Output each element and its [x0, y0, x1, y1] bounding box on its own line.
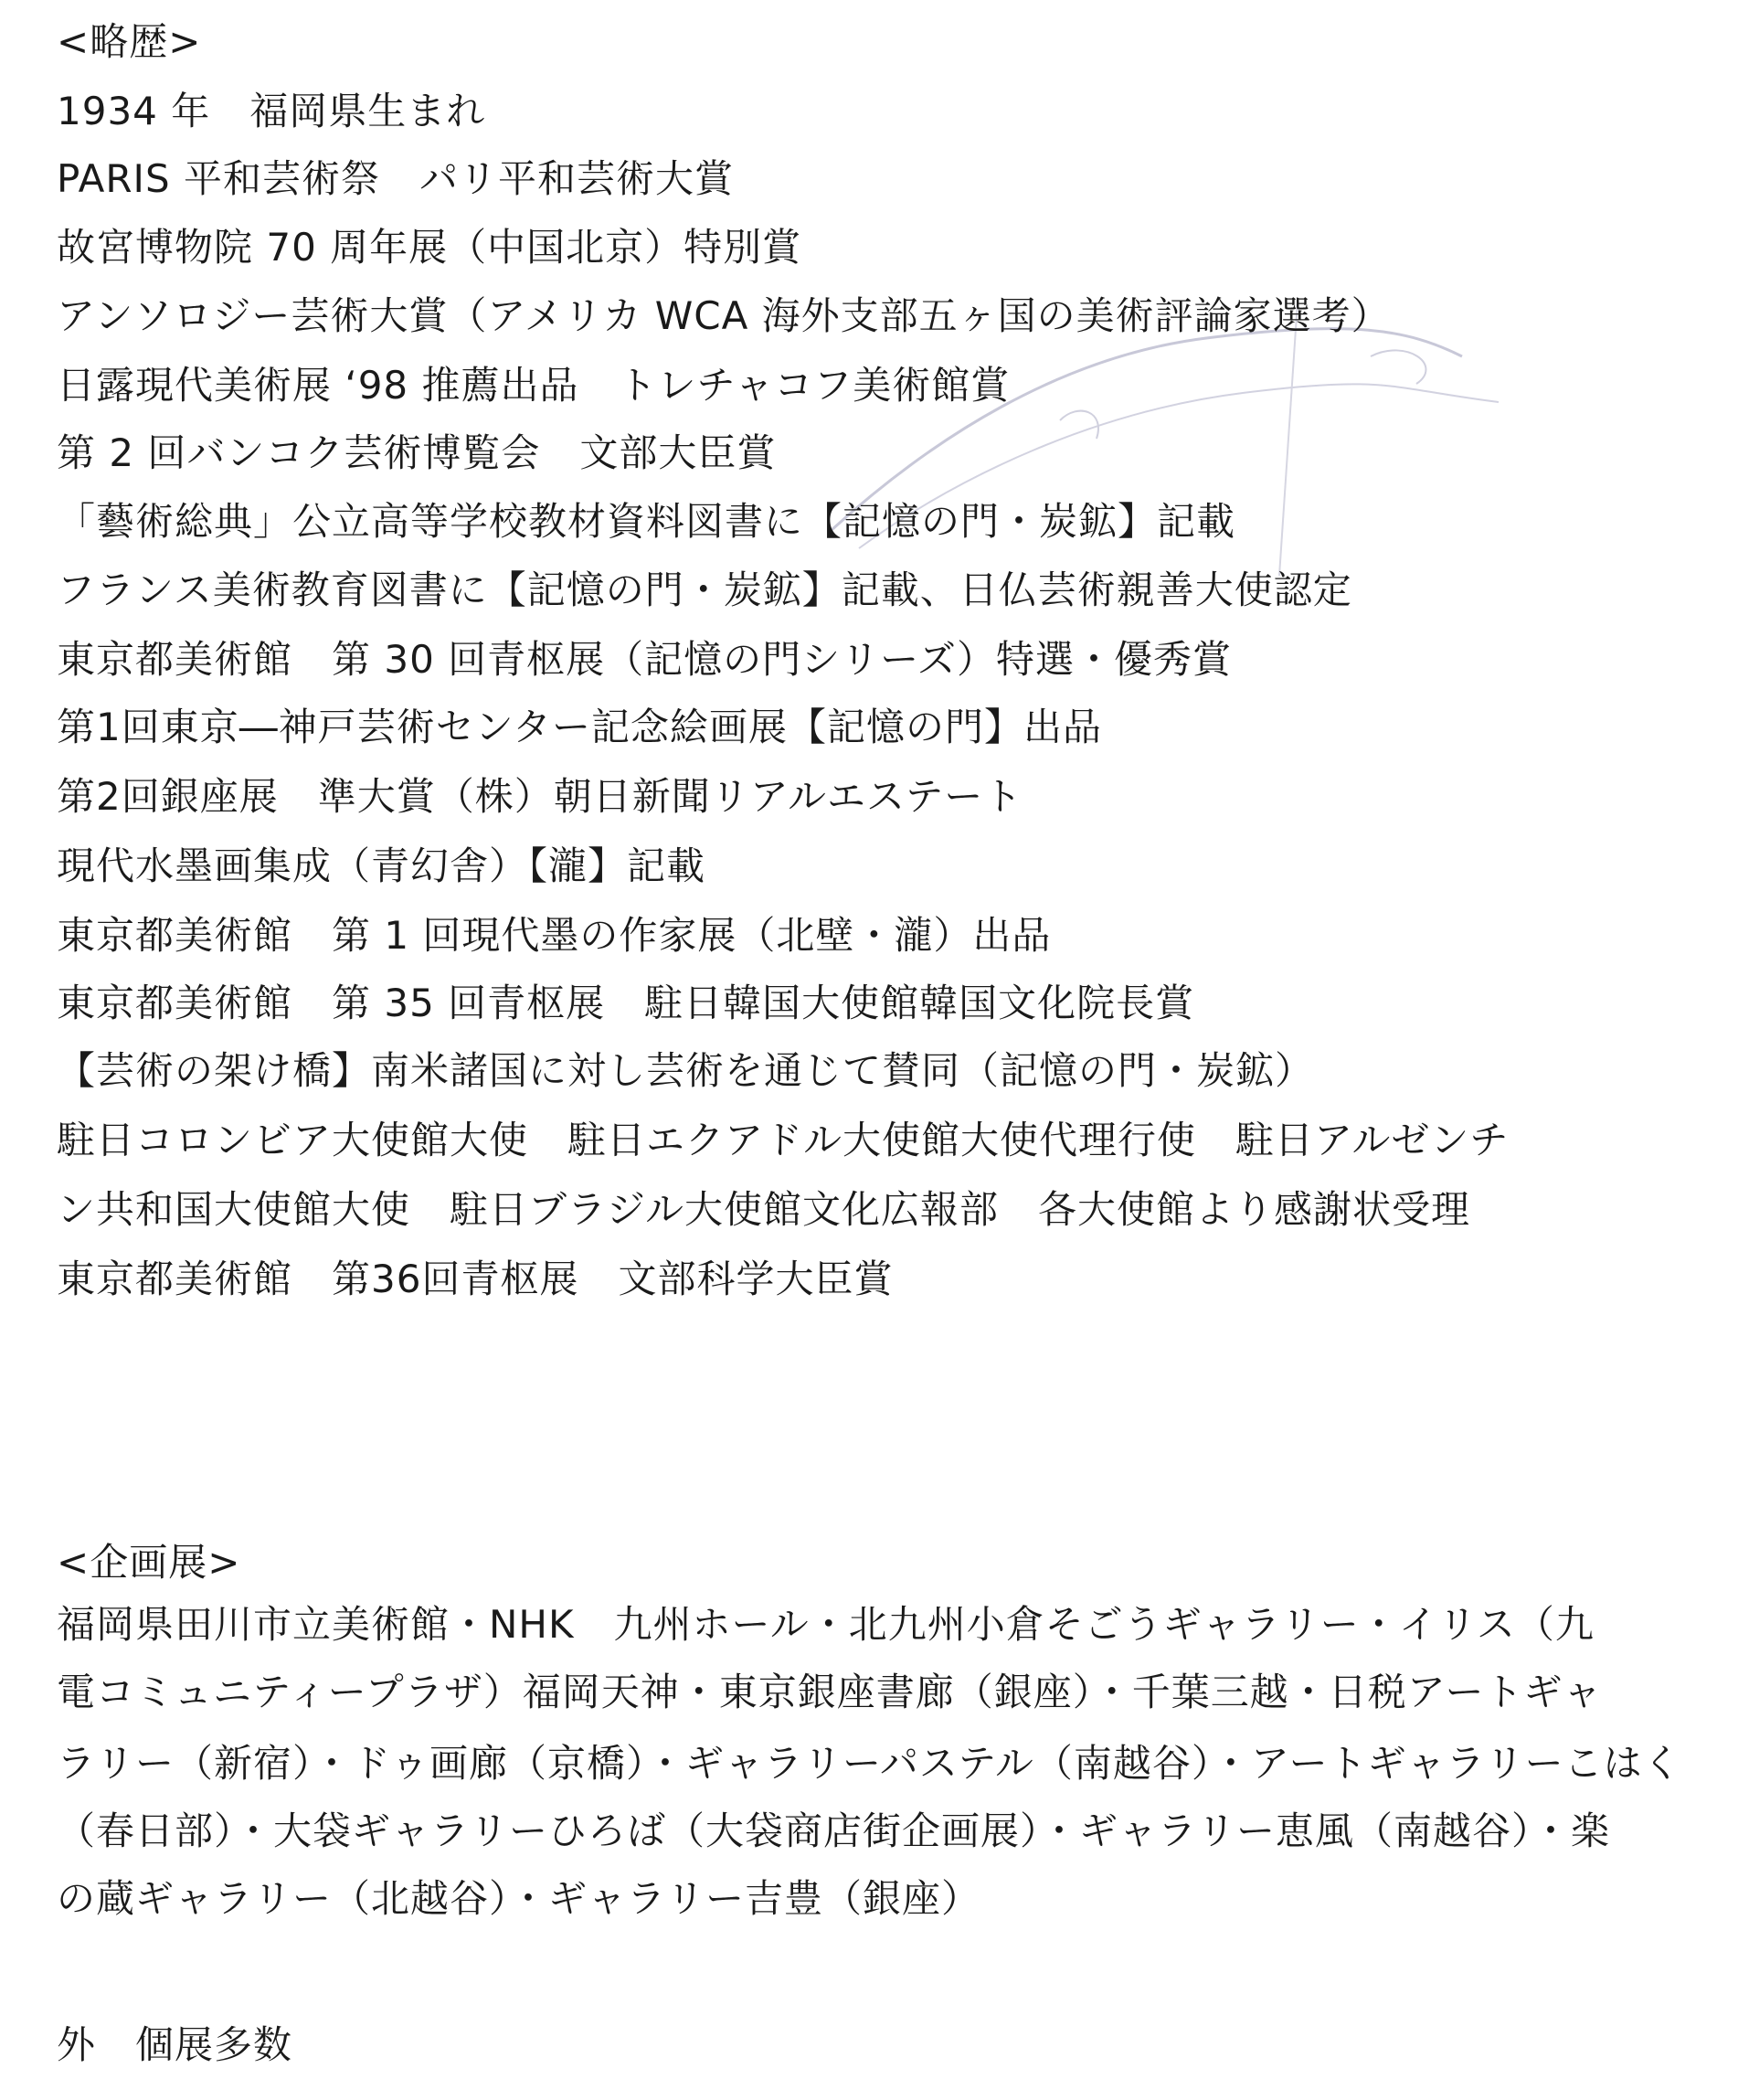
exhibitions-line-5: の蔵ギャラリー（北越谷）・ギャラリー吉豊（銀座）: [57, 1876, 981, 1921]
history-line-9: 東京都美術館 第 30 回青枢展（記憶の門シリーズ）特選・優秀賞: [57, 637, 1233, 682]
history-line-14: 東京都美術館 第 35 回青枢展 駐日韓国大使館韓国文化院長賞: [57, 981, 1195, 1025]
history-line-6: 第 2 回バンコク芸術博覧会 文部大臣賞: [57, 430, 777, 475]
history-line-18: 東京都美術館 第36回青枢展 文部科学大臣賞: [57, 1257, 894, 1301]
history-line-12: 現代水墨画集成（青幻舎）【瀧】記載: [57, 843, 706, 888]
history-line-16: 駐日コロンビア大使館大使 駐日エクアドル大使館大使代理行使 駐日アルゼンチ: [57, 1118, 1510, 1162]
history-line-10: 第1回東京―神戸芸術センター記念絵画展【記憶の門】出品: [57, 705, 1103, 749]
history-heading: <略歴>: [57, 19, 202, 64]
footer-text: 外 個展多数: [57, 2022, 293, 2067]
history-line-3: 故宮博物院 70 周年展（中国北京）特別賞: [57, 225, 802, 270]
history-line-15: 【芸術の架け橋】南米諸国に対し芸術を通じて賛同（記憶の門・炭鉱）: [57, 1048, 1315, 1093]
exhibitions-line-4: （春日部）・大袋ギャラリーひろば（大袋商店街企画展）・ギャラリー恵風（南越谷）・楽: [57, 1808, 1611, 1853]
exhibitions-line-2: 電コミュニティープラザ）福岡天神・東京銀座書廊（銀座）・千葉三越・日税アートギャ: [57, 1670, 1603, 1714]
exhibitions-heading: <企画展>: [57, 1540, 241, 1585]
exhibitions-line-3: ラリー（新宿）・ドゥ画廊（京橋）・ギャラリーパステル（南越谷）・アートギャラリーこはく: [57, 1741, 1682, 1786]
history-line-2: PARIS 平和芸術祭 パリ平和芸術大賞: [57, 156, 734, 201]
history-line-1: 1934 年 福岡県生まれ: [57, 89, 486, 133]
exhibitions-line-1: 福岡県田川市立美術館・NHK 九州ホール・北九州小倉そごうギャラリー・イリス（九: [57, 1602, 1595, 1647]
history-line-5: 日露現代美術展 ‘98 推薦出品 トレチャコフ美術館賞: [57, 363, 1011, 408]
history-line-11: 第2回銀座展 準大賞（株）朝日新聞リアルエステート: [57, 774, 1023, 819]
history-line-17: ン共和国大使館大使 駐日ブラジル大使館文化広報部 各大使館より感謝状受理: [57, 1187, 1470, 1232]
history-line-13: 東京都美術館 第 1 回現代墨の作家展（北壁・瀧）出品: [57, 913, 1052, 958]
history-line-4: アンソロジー芸術大賞（アメリカ WCA 海外支部五ヶ国の美術評論家選考）: [57, 293, 1391, 338]
history-line-8: フランス美術教育図書に【記憶の門・炭鉱】記載、日仏芸術親善大使認定: [57, 567, 1352, 612]
history-line-7: 「藝術総典」公立高等学校教材資料図書に【記憶の門・炭鉱】記載: [57, 499, 1236, 544]
